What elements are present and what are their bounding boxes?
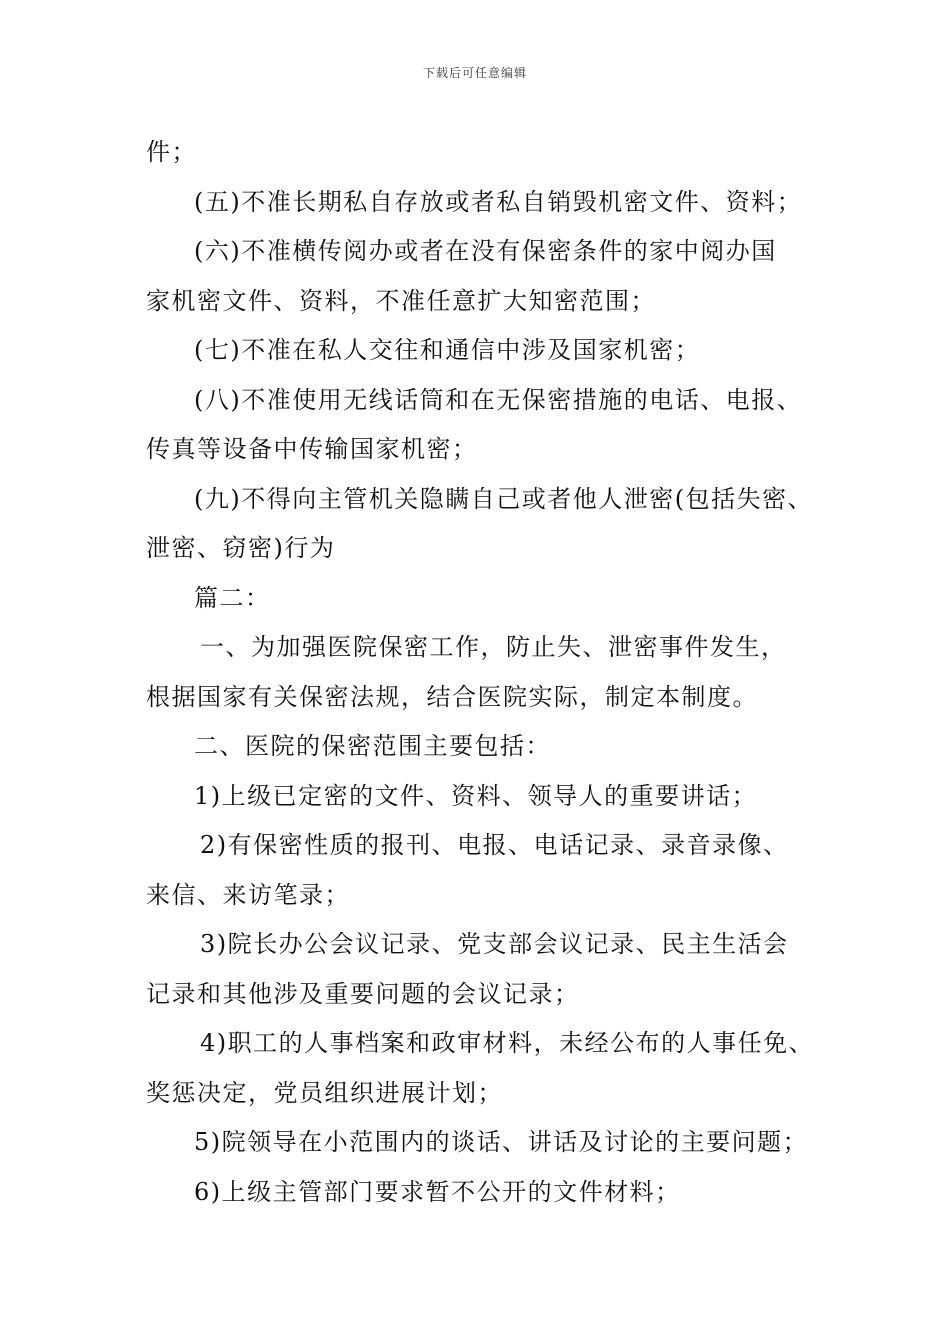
text-line: 件； <box>146 138 197 166</box>
document-body <box>146 128 836 1217</box>
page-header: 下载后可任意编辑 <box>422 66 527 80</box>
text-line: (七)不准在私人交往和通信中涉及国家机密； <box>194 336 701 364</box>
section-heading: 篇二： <box>194 583 271 612</box>
text-line: (八)不准使用无线话筒和在无保密措施的电话、电报、 <box>194 385 803 414</box>
list-item: 3)院长办公会议记录、党支部会议记录、民主生活会 <box>200 930 789 958</box>
text-line: (六)不准横传阅办或者在没有保密条件的家中阅办国 <box>194 237 777 265</box>
list-item: 5)院领导在小范围内的谈话、讲话及讨论的主要问题； <box>194 1128 809 1156</box>
list-item: 2)有保密性质的报刊、电报、电话记录、录音录像、 <box>200 831 789 859</box>
text-line: (九)不得向主管机关隐瞒自己或者他人泄密(包括失密、 <box>194 484 814 513</box>
text-line: 家机密文件、资料，不准任意扩大知密范围； <box>146 286 656 315</box>
text-line: 二、医院的保密范围主要包括： <box>194 732 551 760</box>
text-line: 奖惩决定，党员组织进展计划； <box>146 1078 503 1107</box>
text-line: 根据国家有关保密法规，结合医院实际，制定本制度。 <box>146 682 758 711</box>
list-item: 1)上级已定密的文件、资料、领导人的重要讲话； <box>194 781 758 810</box>
text-line: 一、为加强医院保密工作，防止失、泄密事件发生， <box>200 633 787 661</box>
text-line: 来信、来访笔录； <box>146 880 350 909</box>
list-item: 4)职工的人事档案和政审材料，未经公布的人事任免、 <box>200 1029 815 1057</box>
text-line: 泄密、窃密)行为 <box>146 534 336 562</box>
text-line: 记录和其他涉及重要问题的会议记录； <box>146 979 580 1008</box>
text-line: (五)不准长期私自存放或者私自销毁机密文件、资料； <box>194 187 803 216</box>
text-line: 传真等设备中传输国家机密； <box>146 435 478 463</box>
list-item: 6)上级主管部门要求暂不公开的文件材料； <box>194 1177 681 1206</box>
